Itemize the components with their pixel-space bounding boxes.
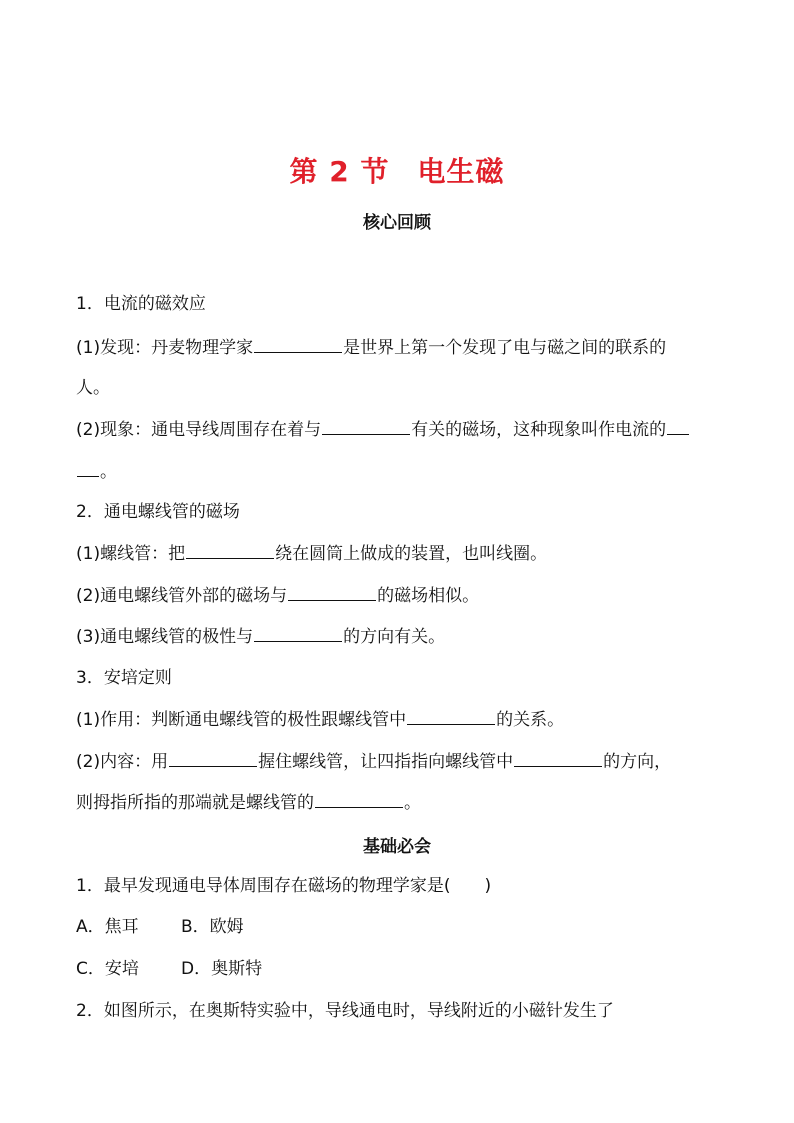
review-item-1: 1．电流的磁效应: [76, 294, 206, 314]
review-item-2-1: (1)螺线管：把 绕在圆筒上做成的装置，也叫线圈。: [76, 541, 726, 566]
answer-blank[interactable]: [77, 459, 99, 477]
page-title: [0, 150, 794, 190]
title-name: 电生磁: [417, 155, 505, 188]
question-2: 2．如图所示，在奥斯特实验中，导线通电时，导线附近的小磁针发生了: [76, 1001, 614, 1021]
question-1-options-row-2: [76, 957, 726, 981]
review-item-2: 2．通电螺线管的磁场: [76, 502, 240, 522]
answer-blank[interactable]: [315, 790, 403, 808]
review-item-1-1: (1)发现：丹麦物理学家 是世界上第一个发现了电与磁之间的联系的: [76, 335, 726, 360]
answer-blank[interactable]: [667, 417, 689, 435]
answer-blank[interactable]: [169, 749, 257, 767]
title-section-word: 节: [360, 155, 390, 188]
review-item-3-1: (1)作用：判断通电螺线管的极性跟螺线管中 的关系。: [76, 707, 726, 732]
section-heading-review: 核心回顾: [363, 213, 431, 233]
review-item-2-3: (3)通电螺线管的极性与 的方向有关。: [76, 624, 726, 649]
option-b[interactable]: B．欧姆: [181, 917, 244, 937]
question-1-options-row-1: [76, 915, 726, 939]
review-item-2-2: (2)通电螺线管外部的磁场与 的磁场相似。: [76, 583, 726, 608]
answer-blank[interactable]: [254, 624, 342, 642]
review-item-3-2: (2)内容：用 握住螺线管，让四指指向螺线管中 的方向，: [76, 749, 726, 774]
answer-blank[interactable]: [288, 583, 376, 601]
answer-blank[interactable]: [254, 335, 342, 353]
question-1: 1．最早发现通电导体周围存在磁场的物理学家是( ): [76, 876, 492, 896]
answer-blank[interactable]: [322, 417, 410, 435]
section-heading-basics: 基础必会: [363, 837, 431, 857]
title-number: 2: [329, 155, 350, 188]
answer-blank[interactable]: [514, 749, 602, 767]
review-item-1-2-cont: 。: [76, 459, 726, 484]
review-item-3-2-cont: 则拇指所指的那端就是螺线管的 。: [76, 790, 726, 815]
answer-blank[interactable]: [186, 541, 274, 559]
review-item-1-1-cont: 人。: [76, 378, 110, 398]
answer-blank[interactable]: [407, 707, 495, 725]
option-d[interactable]: D．奥斯特: [181, 959, 263, 979]
title-prefix: 第: [289, 155, 319, 188]
option-c[interactable]: C．安培: [76, 959, 139, 979]
review-item-1-2: (2)现象：通电导线周围存在着与 有关的磁场，这种现象叫作电流的: [76, 417, 726, 442]
option-a[interactable]: A．焦耳: [76, 917, 139, 937]
review-item-3: 3．安培定则: [76, 668, 172, 688]
